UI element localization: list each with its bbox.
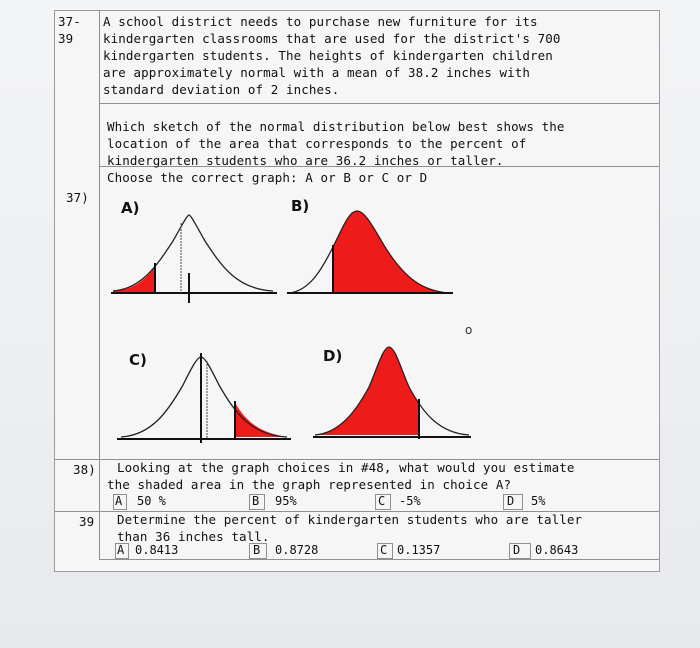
graph-a[interactable] (111, 207, 281, 303)
choice-letter: C (380, 543, 388, 557)
graph-label-a: A) (121, 199, 140, 217)
question-37-prompt (107, 118, 565, 186)
text-line: the shaded area in the graph represented in choice A? (107, 477, 512, 492)
row-divider (99, 559, 659, 560)
choice-value[interactable]: 0.8728 (275, 543, 319, 557)
question-39-label: 39 (79, 514, 95, 529)
choice-value[interactable]: 95% (275, 494, 297, 508)
shaded-region (113, 267, 155, 293)
graph-label-b: B) (291, 197, 310, 215)
text-line: location of the area that corresponds to the percent of (107, 136, 527, 151)
question-39-choices (115, 543, 655, 559)
row-divider (99, 103, 659, 104)
text-line: Determine the percent of kindergarten students who are taller (117, 512, 583, 527)
graph-c[interactable] (117, 351, 293, 447)
shaded-region (333, 211, 449, 293)
text-line: Which sketch of the normal distribution below best shows the (107, 119, 565, 134)
choice-letter: C (378, 494, 386, 508)
intro-paragraph (103, 13, 561, 98)
choice-letter: D (507, 494, 515, 508)
question-37-label: 37) (66, 190, 89, 205)
graph-label-d: D) (323, 347, 343, 365)
shaded-region (235, 403, 287, 437)
text-line: kindergarten classrooms that are used for the district's 700 (103, 31, 561, 46)
text-line: Looking at the graph choices in #48, what would you estimate (117, 460, 575, 475)
graph-b[interactable] (287, 203, 457, 303)
question-38-choices (113, 494, 653, 510)
question-38-prompt (107, 476, 511, 493)
question-38-prompt (117, 459, 575, 476)
text-line: Choose the correct graph: A or B or C or D (107, 170, 428, 185)
graph-d[interactable] (313, 341, 473, 445)
text-line: kindergarten students who are 36.2 inches or taller. (107, 153, 504, 168)
choice-value[interactable]: 0.8643 (535, 543, 579, 557)
worksheet (54, 10, 660, 572)
choice-letter: B (252, 494, 260, 508)
choice-value[interactable]: 50 % (137, 494, 166, 508)
question-38-label: 38) (73, 462, 96, 477)
choice-value[interactable]: 0.8413 (135, 543, 179, 557)
normal-curve (113, 215, 273, 291)
choice-letter: A (115, 494, 123, 508)
choice-letter: A (117, 543, 125, 557)
stray-mark: o (465, 323, 473, 337)
text-line: A school district needs to purchase new furniture for its (103, 14, 538, 29)
choice-value[interactable]: 5% (531, 494, 546, 508)
question-number: 37- (58, 14, 81, 29)
question-number: 39 (58, 31, 74, 46)
choice-value[interactable]: 0.1357 (397, 543, 441, 557)
column-divider (99, 11, 100, 559)
choice-letter: B (253, 543, 261, 557)
text-line: are approximately normal with a mean of 38.2 inches with (103, 65, 531, 80)
text-line: kindergarten students. The heights of kindergarten children (103, 48, 553, 63)
graph-label-c: C) (129, 351, 147, 369)
normal-curve (121, 357, 287, 437)
question-39-prompt (117, 511, 582, 545)
text-line: standard deviation of 2 inches. (103, 82, 340, 97)
text-line: than 36 inches tall. (117, 529, 270, 544)
choice-letter: D (513, 543, 521, 557)
choice-value[interactable]: -5% (399, 494, 421, 508)
